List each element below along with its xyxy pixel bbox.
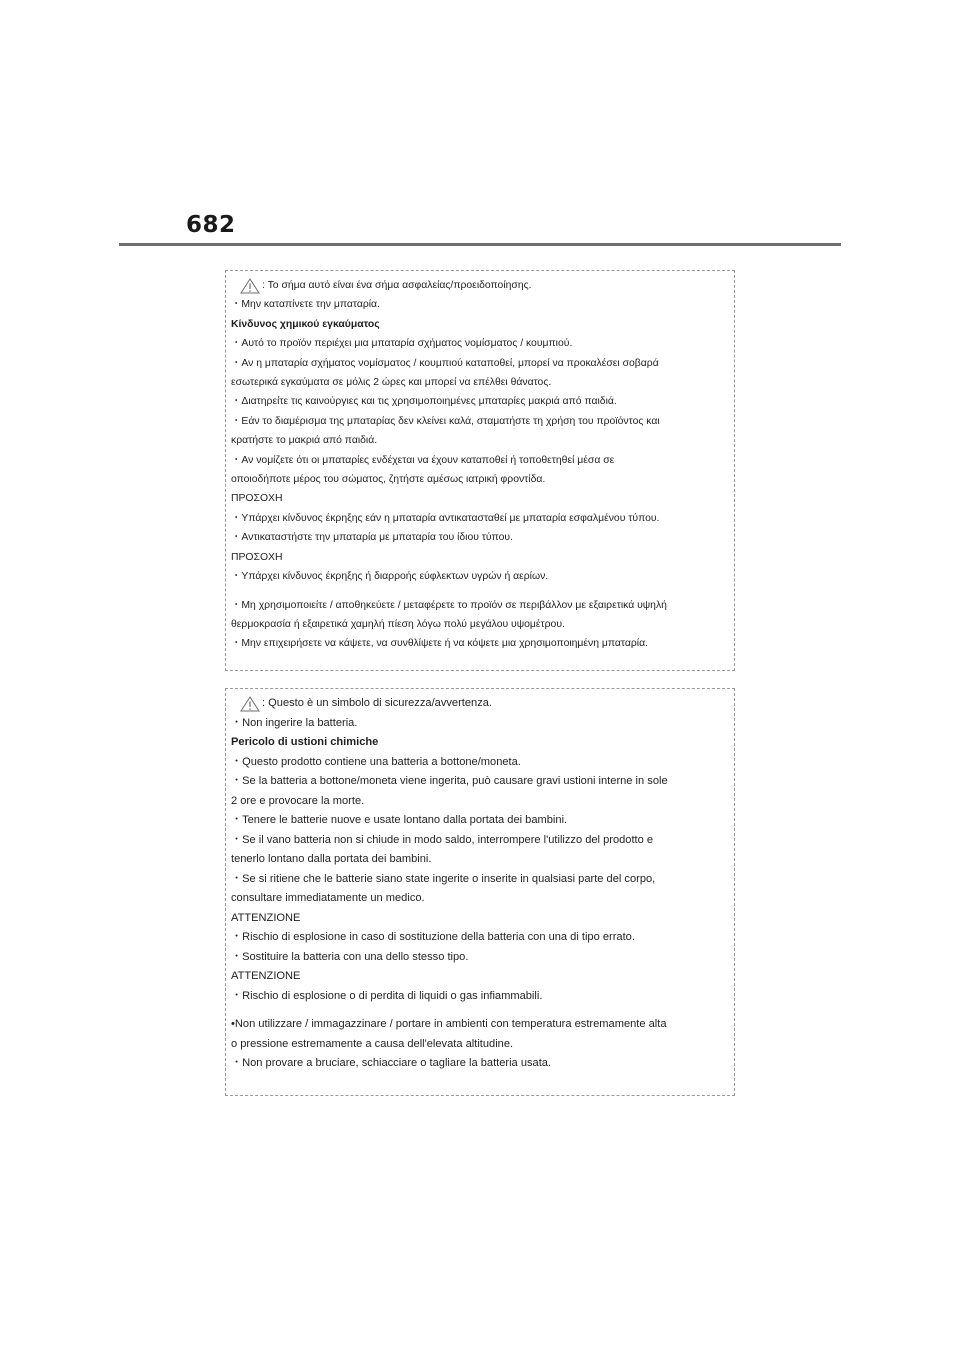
italian-line: •Non utilizzare / immagazzinare / portare in ambienti con temperatura estremamente alta bbox=[231, 1018, 667, 1030]
greek-line: ・Μην επιχειρήσετε να κάψετε, να συνθλίψετε ή να κόψετε μια χρησιμοποιημένη μπαταρία. bbox=[231, 638, 649, 650]
italian-heading-attention: ATTENZIONE bbox=[231, 911, 301, 924]
italian-line: ・Tenere le batterie nuove e usate lontano dalla portata dei bambini. bbox=[231, 814, 568, 826]
greek-line: οποιοδήποτε μέρος του σώματος, ζητήστε αμέσως ιατρική φροντίδα. bbox=[231, 474, 546, 486]
italian-line: ・Non ingerire la batteria. bbox=[231, 716, 358, 729]
greek-line: ・Μη χρησιμοποιείτε / αποθηκεύετε / μεταφέρετε το προϊόν σε περιβάλλον με εξαιρετικά υψηλή bbox=[231, 599, 667, 611]
greek-line: ・Υπάρχει κίνδυνος έκρηξης ή διαρροής εύφλεκτων υγρών ή αερίων. bbox=[231, 571, 549, 583]
greek-symbol-text: : Το σήμα αυτό είναι ένα σήμα ασφαλείας/προειδοποίησης. bbox=[262, 280, 532, 291]
italian-heading-chemical-burn: Pericolo di ustioni chimiche bbox=[231, 736, 379, 748]
italian-line: ・Questo prodotto contiene una batteria a bottone/moneta. bbox=[231, 755, 521, 768]
greek-heading-caution: ΠΡΟΣΟΧΗ bbox=[231, 493, 283, 505]
greek-line: κρατήστε το μακριά από παιδιά. bbox=[231, 435, 378, 447]
italian-line: ・Se si ritiene che le batterie siano state ingerite o inserite in qualsiasi parte del corpo, bbox=[231, 872, 656, 885]
greek-line: ・Εάν το διαμέρισμα της μπαταρίας δεν κλείνει καλά, σταματήστε τη χρήση του προϊόντος και bbox=[231, 415, 660, 427]
header-rule bbox=[119, 243, 841, 246]
greek-line: ・Υπάρχει κίνδυνος έκρηξης εάν η μπαταρία αντικατασταθεί με μπαταρία εσφαλμένου τύπου. bbox=[231, 512, 660, 524]
italian-line: ・Rischio di esplosione in caso di sostituzione della batteria con una di tipo errato. bbox=[231, 931, 635, 943]
greek-line: ・Αντικαταστήστε την μπαταρία με μπαταρία του ίδιου τύπου. bbox=[231, 532, 513, 544]
greek-line: θερμοκρασία ή εξαιρετικά χαμηλή πίεση λόγω πολύ μεγάλου υψομέτρου. bbox=[231, 618, 565, 630]
greek-line: ・Διατηρείτε τις καινούργιες και τις χρησιμοποιημένες μπαταρίες μακριά από παιδιά. bbox=[231, 396, 617, 408]
greek-symbol-note bbox=[231, 276, 728, 295]
italian-line: ・Se il vano batteria non si chiude in modo saldo, interrompere l'utilizzo del prodotto e bbox=[231, 833, 654, 846]
italian-symbol-note bbox=[231, 694, 728, 714]
warning-triangle-icon bbox=[240, 278, 260, 294]
greek-line: εσωτερικά εγκαύματα σε μόλις 2 ώρες και μπορεί να επέλθει θάνατος. bbox=[231, 377, 552, 389]
greek-line: ・Αυτό το προϊόν περιέχει μια μπαταρία σχήματος νομίσματος / κουμπιού. bbox=[231, 338, 573, 350]
warning-triangle-icon bbox=[240, 696, 260, 712]
italian-symbol-text: : Questo è un simbolo di sicurezza/avvertenza. bbox=[262, 697, 493, 709]
page-number: 682 bbox=[186, 212, 236, 238]
italian-line: ・Sostituire la batteria con una dello stesso tipo. bbox=[231, 950, 469, 963]
italian-line: o pressione estremamente a causa dell'elevata altitudine. bbox=[231, 1037, 514, 1050]
italian-heading-attention: ATTENZIONE bbox=[231, 970, 301, 982]
greek-line: ・Αν η μπαταρία σχήματος νομίσματος / κουμπιού καταποθεί, μπορεί να προκαλέσει σοβαρά bbox=[231, 357, 659, 369]
italian-line: consultare immediatamente un medico. bbox=[231, 892, 425, 904]
greek-line: ・Μην καταπίνετε την μπαταρία. bbox=[231, 299, 380, 311]
greek-heading-caution: ΠΡΟΣΟΧΗ bbox=[231, 551, 283, 563]
italian-line: ・Non provare a bruciare, schiacciare o tagliare la batteria usata. bbox=[231, 1057, 552, 1069]
italian-line: 2 ore e provocare la morte. bbox=[231, 794, 365, 807]
italian-line: ・Se la batteria a bottone/moneta viene ingerita, può causare gravi ustioni interne in sole bbox=[231, 775, 668, 787]
greek-heading-chemical-burn: Κίνδυνος χημικού εγκαύματος bbox=[231, 318, 380, 330]
greek-warning-box bbox=[225, 270, 735, 671]
italian-warning-box bbox=[225, 688, 735, 1096]
italian-line: tenerlo lontano dalla portata dei bambini. bbox=[231, 853, 432, 865]
italian-line: ・Rischio di esplosione o di perdita di liquidi o gas infiammabili. bbox=[231, 989, 543, 1002]
greek-line: ・Αν νομίζετε ότι οι μπαταρίες ενδέχεται να έχουν καταποθεί ή τοποθετηθεί μέσα σε bbox=[231, 454, 615, 466]
